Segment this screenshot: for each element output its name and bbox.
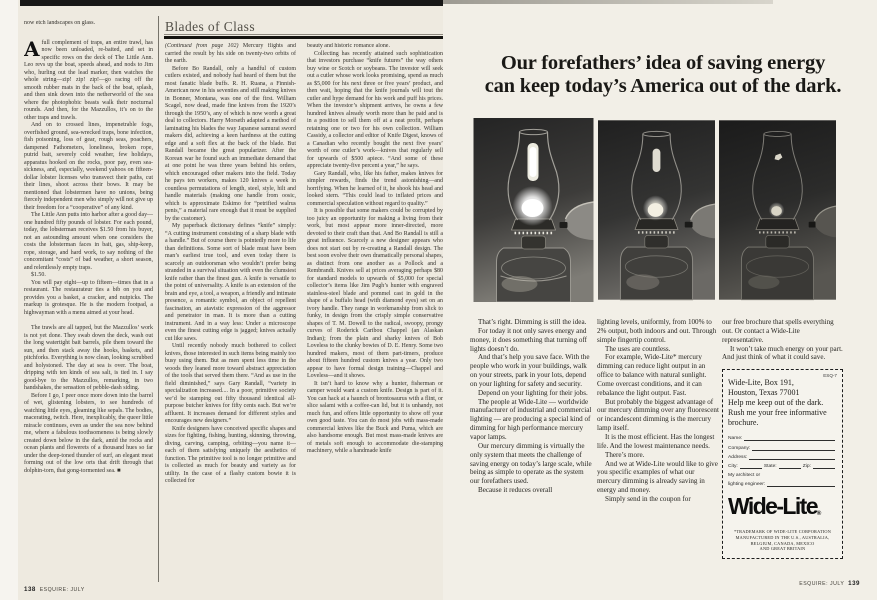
section-break (24, 317, 153, 325)
paragraph: Our mercury dimming is virtually the only system that meets the challenge of saving energy on today’s large scale, while being as simple to operate as the system our forefathers used. (470, 441, 592, 486)
ad-headline-line2: can keep today’s America out of the dark. (484, 74, 842, 97)
knife-article-column-1 (165, 43, 296, 583)
lobster-article-column (24, 20, 153, 582)
paragraph: It is the most efficient. Has the longest life. And the lowest maintenance needs. (597, 432, 715, 450)
paragraph: lighting levels, uniformly, from 100% to 2% output, both indoors and out. Through simple fingertip control. (597, 318, 717, 344)
article-tail-line: now etch landscapes on glass. (24, 20, 96, 26)
paragraph: It is possible that some makers could be corrupted by too juicy an opportunity for making a living from their work, but most appear more inner-directed, more devoted to their craft than that. And Bo Randall is still a great influence. Scarcely a new designer appears who does not start out by re-creating a Randall design. The best soon evolve their own dramatically personal shapes, as distinct from one another as a Pollock and a Rembrandt. Knives sell at prices averaging perhaps $80 for standard models to upwards of $5,000 for special collector’s items like Jim Pugh’s hunter with engraved stainless-steel blade and pommel cast in gold in the shape of a buffalo head (with diamond eyes) set on an ivory handle. They range in workmanship from slick to funky, in design from the crisply simple conservative shapes of T. M. Dowell to the radical, swoopy, prongy curves of Roderick Caribou Chappel (an Alaskan Indian); from the plain and sharky knives of Bob Loveless to the clunky bowies of D. E. Henry. Some two hundred makers, most of them part-timers, produce about fifteen hundred custom knives a year. Only two appear to have formal design training—Chappel and Loveless—and it shows. (307, 208, 443, 379)
city-fill-line (740, 468, 762, 469)
paragraph: My paperback dictionary defines “knife” simply: “A cutting instrument consisting of a sharp blade with a handle.” But of course there is pointedly more to life than definitions. Some sort of blade must have been man’s earliest true tool, and even today there is scarcely an outdoorsman who wouldn’t prefer being stranded in a survival situation with even the clumsiest knife rather than the finest gun. A knife is versatile to the point of universality. A knife is an extension of the brain and eye, a tool, a weapon, a friendly and intimate presence, a romantic symbol, an object of repellent fascination, an atavistic expression of the aggressor and penetrator in man. It is more than a cutting instrument. And in a way less: Under a microscope even the finest cutting edge is jagged; knives actually cut like saws. (165, 223, 296, 342)
dropcap-letter: A (24, 36, 40, 61)
column-divider-rule (158, 16, 159, 582)
ad-headline (452, 52, 874, 97)
zip-fill-line (813, 468, 835, 469)
paragraph: The Little Ann putts into harbor after a good day—one hundred fifty pounds of lobster. For each pound, today, the lobsterman receives $1.50 from his buyer, not an astounding amount when one considers the costs the lobsterman faces in bait, gas, ship-keep, rope, storage, and hard work, to say nothing of the concomitant “costs” of bad weather, a short season, and relentlessly empty traps. (24, 212, 153, 271)
paragraph: But probably the biggest advantage of our mercury dimming over any fluorescent or incandescent dimming is the mercury lamp itself. (597, 397, 719, 433)
title-thin-rule (164, 34, 443, 35)
title-thick-rule (164, 36, 443, 39)
paragraph: Because it reduces overall (478, 486, 553, 495)
left-page-footer: 138 ESQUIRE: JULY (24, 586, 85, 593)
name-fill-line (744, 440, 835, 441)
paragraph: And on to crossed lines, impenetrable fogs, overfished ground, sea-wrecked traps, bone infection, fish poisoning, loss of gear, rough seas, poachers, dampened Fathometers, loneliness, broken rope, putrid bait, severely cold weather, few holidays, apparatus hooked on the rocks, poor pay, even sea-sickness, and, especially, weekend yahoos on fifteen-dollar lobster licenses who transvect their paths, cut their lines, shoot across their bows. It may be mentioned that lobstermen have no unions, being fiercely independent men who simply will not give up their freedom for a “cooperative” of any kind. (24, 122, 153, 211)
paragraph: Until recently nobody much bothered to collect knives, those interested in such items being mainly too busy using them. But as men spent less time in the woods they leaned more toward abstract appreciation of the tools that served them there. “And as use in the field diminished,” says Gary Randall, “variety in specialization increased.... In a poor, primitive society we’d be stamping out fifty thousand identical all-purpose butcher knives for fifty cents each. But we’re affluent. It increases demand for different styles and encourages new designers.” (165, 343, 296, 424)
oil-lamp-photo-bright (473, 118, 594, 302)
ad-copy-column-2 (597, 318, 719, 594)
coupon-form (728, 432, 837, 487)
paragraph: our free brochure that spells everything out. Or contact a Wide-Lite representative. (722, 318, 834, 344)
paragraph: Gary Randall, who, like his father, makes knives for simpler rewards, finds the trend astonishing—and horrifying. When he learned of it, he shook his head and looked stern. “This could lead to inflated prices and commercial speculation without regard to quality.” (307, 170, 443, 207)
left-page-top-edge (20, 0, 443, 6)
name-field: Name: (728, 432, 837, 441)
paragraph: That’s right. Dimming is still the idea. (478, 318, 587, 326)
coupon-address-block: Wide-Lite, Box 191, Houston, Texas 77001 Help me keep out of the dark. Rush me your free informative brochure. (728, 378, 827, 428)
right-page-top-edge (443, 0, 773, 4)
paragraph-list (24, 325, 153, 475)
paragraph: $1.50. (31, 272, 46, 278)
paragraph: There’s more. (605, 450, 645, 459)
paragraph: Before Bo Randall, only a handful of custom cutlers existed, and nobody had heard of them but the most fanatic blade buffs. R. H. Ruana, a Finnish-American now in his seventies and still making knives in Bonner, Montana, was one of the first. William Scagel, now dead, made fine knives from the 1920’s through the 1950’s, any of which is now worth a great deal to collectors. Harry Morseth adapted a method of laminating his blades the way Japanese samurai sword makers did, achieving a keen hardness at the cutting edge and a soft flex at the back of the blade. But Randall became the great popularizer. After the Korean war he found such an immediate demand that at one point he was three years behind his orders, which encouraged other makers into the field. Today he pays ten workers, makes 120 knives a week in countless permutations of length, steel, style, hilt and handle materials (making one handle from oosic, which is approximate Eskimo for “petrified walrus penis,” a material rare enough that it must be supplied by the customer). (165, 65, 296, 222)
oil-lamp-photo-dimmed (598, 118, 715, 302)
coupon-code: ESQ-7 (823, 373, 837, 379)
company-field: Company: (728, 441, 837, 450)
architect-label-line: My architect or (728, 473, 761, 479)
knife-article-column-2 (307, 43, 443, 583)
ad-copy-column-1 (470, 318, 594, 580)
ad-headline-line1: Our forefathers’ idea of saving energy (500, 52, 826, 74)
left-page-number: 138 (24, 586, 36, 593)
dropcap-paragraph: Afull complement of traps, an entire trawl, has now been unloaded, re-baited, and set in specific rows on the deck of The Little Ann. Leo revs up the boat, speeds ahead, and nods to Jim who, hurling out the lead marker, then watches the whole string—zip! zip! zip!—go racing off the smooth rubber mats in the back of the boat, splash, and then sink down into the netherworld of the sea where the photophobic beasts walk their nocturnal rounds. And then, for the Mazzullos, it’s on to the other traps and trawls. (24, 36, 153, 121)
engineer-fill-line (767, 486, 835, 487)
paragraph: beauty and historic romance alone. (307, 43, 390, 49)
paragraph: For today it not only saves energy and money, it does something that turning off lights doesn’t do. (470, 326, 588, 353)
lamp-photo-row (473, 118, 836, 302)
paragraph: The trawls are all tapped, but the Mazzullos’ work is not yet done. They swab down the deck, wash out the long watertight bait barrels, pile them toward the sun, and then stack away the hooks, baskets, and pitchforks. Everything is now clean, looking scrubbed and holystoned. The day at sea is over. The boat, dripping with ten kinds of sea salt, is tied in. I say good-bye to the Mazzullos, remarking, in two handshakes, the sensation of pebble-dash siding. (24, 325, 153, 391)
coupon-fine-print: *TRADEMARK OF WIDE-LITE CORPORATION MANUFACTURED IN THE U.S., AUSTRALIA, BELGIUM, CANADA, MEXICO AND GREAT BRITAIN (733, 529, 832, 552)
paragraph-list (24, 122, 153, 317)
ad-copy-column-3-text (722, 318, 843, 362)
paragraph: You will pay eight—up to fifteen—times that in a restaurant. The restaurateur ties a bib on you and provides you a basket, a cracker, and nutpicks. The markup is grotesque. He is the modern footpad, a highwayman with a menu aimed at your head. (24, 279, 153, 316)
paragraph: Before I go, I peer once more down into the barrel of wet, glistening lobsters, to see hundreds of watching little eyes, gleaming like sepals. The bodies, macerating, twitch. Here, inexplicably, the queer little miracle continues, even as under the sea now behind me, where a fabulous toothsomeness is being slowly created down below in the dark, amid the rocks and ocean plants and flowerets of a thousand hues so far under the deep-toned thunder of surf, an elegant meat forming out of the low orts that drift through that dolphin-torn, that gong-tormented sea. ■ (24, 392, 153, 474)
oil-lamp-photo-dark (719, 118, 836, 302)
article-title: Blades of Class (165, 19, 255, 34)
paragraph: (Continued from page 102) Mercury flights and carried the result by his side on twenty-two orbits of the earth. (165, 43, 296, 64)
mail-in-coupon (722, 369, 843, 559)
paragraph: Collecting has recently attained such sophistication that investors purchase “knife futures” the way others buy wine or Scotch or soybeans. The investor will seek out a cutler whose work looks promising, spend as much as $5,000 for his next three or five years’ product, and then wait, hoping that the knife journals will tout the cutler and hype demand for his work and puff his prices. When the investor’s shipment arrives, he owns a few hundred knives already worth more than he paid and is in a position to sell them off at a neat profit, perhaps retaining one or two for his own collection. William Cassidy, a collector and editor of Knife Digest, knows of a Canadian who recently bought the next five years’ worth of one cutler’s work—knives that regularly sell for upwards of $500 apiece. “And some of these appreciate twenty-five percent a year,” he says. (307, 50, 443, 169)
city-state-zip-field: City: State: Zip: (728, 460, 837, 469)
lighting-engineer-field: lighting engineer: (728, 478, 837, 487)
state-fill-line (779, 468, 801, 469)
paragraph: For example, Wide-Lite* mercury dimming can reduce light output in an office to balance with natural sunlight. Come overcast conditions, and it can rebalance the light output. Fast. (597, 353, 707, 397)
address-field: Address: (728, 451, 837, 460)
paragraph: And that’s help you save face. With the people who work in your buildings, walk on your streets, park in your lots, depend on your lighting for safety and security. (470, 353, 590, 388)
address-fill-line (749, 459, 835, 460)
paragraph: The uses are countless. (605, 344, 671, 353)
company-fill-line (752, 450, 835, 451)
paragraph: It won’t take much energy on your part. And just think of what it could save. (722, 344, 843, 362)
right-page-footer: ESQUIRE: JULY 139 (799, 580, 860, 587)
paragraph: It isn’t hard to know why a hunter, fisherman or camper would want a custom knife. Design is part of it. You can hack at a haunch of brontosaurus with a flint, or slice salami with a coffee-can lid, but it is unhandy, not much fun, and offers little opportunity to show off your own good taste. You can do most jobs with mass-made commercial knives like the Buck and Puma, which are also handsome enough. But most mass-made knives are of metals soft enough to accommodate die-stamping machinery, while a handmade knife (307, 380, 443, 454)
ad-copy-column-3 (722, 318, 843, 559)
wide-lite-logo: Wide-Lite® (728, 493, 822, 520)
paragraph: Knife designers have conceived specific shapes and sizes for fighting, fishing, hunting, skinning, throwing, diving, carving, camping, orbiting—you name it—each of them satisfying uniquely the aesthetics of function. The primitive tool is no longer primitive and is collected as much for beauty and variety as for utility. In the case of a flashy custom bowie it is collected for (165, 425, 296, 484)
paragraph: Simply send in the coupon for (605, 494, 691, 503)
registered-trademark-symbol: ® (816, 511, 822, 518)
continued-from-note: (Continued from page 102) (165, 43, 243, 49)
right-page-number: 139 (848, 580, 860, 587)
paragraph: The people at Wide-Lite — worldwide manufacturer of industrial and commercial lighting — are producing a special kind of dimming for high performance mercury vapor lamps. (470, 397, 592, 441)
paragraph: And we at Wide-Lite would like to give you specific examples of what our mercury dimming is already saving in energy and money. (597, 459, 718, 495)
paragraph: Depend on your lighting for their jobs. (478, 388, 588, 397)
